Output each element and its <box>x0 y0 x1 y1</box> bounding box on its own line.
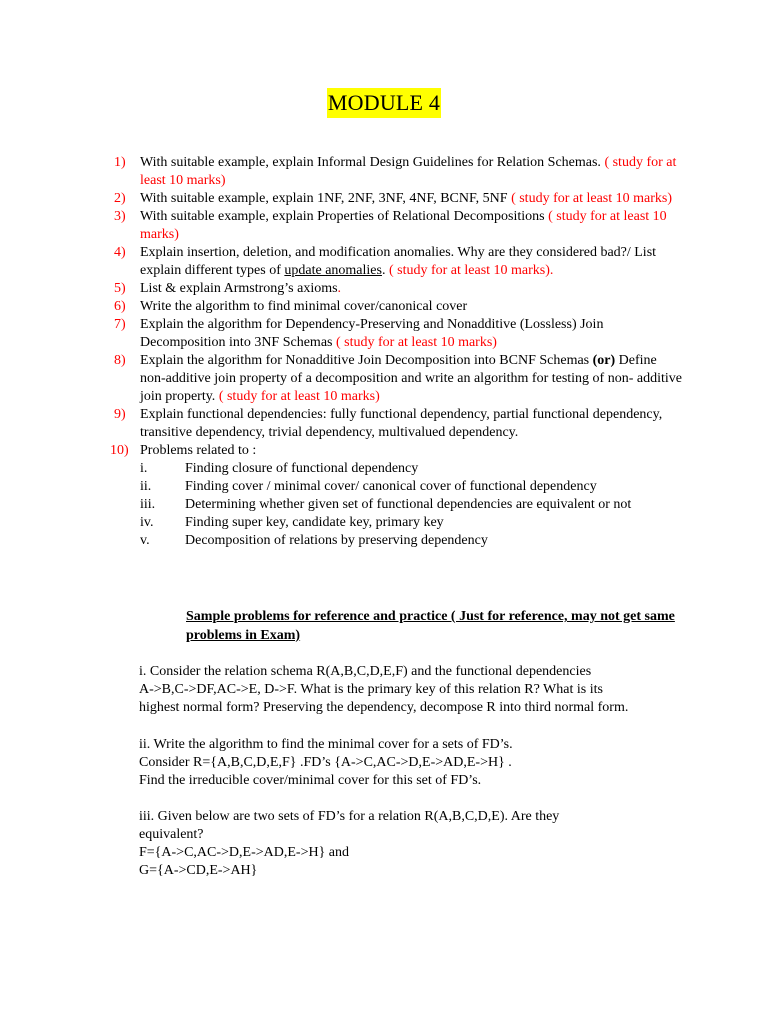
sub-item <box>140 532 685 550</box>
problem-line: Consider R={A,B,C,D,E,F} .FD’s {A->C,AC->D,E->AD,E->H} . <box>139 755 512 770</box>
question-list <box>100 154 685 550</box>
page-title: MODULE 4 <box>327 88 441 118</box>
question-text-cont: Define non-additive join property of a decomposition and write an algorithm for testing of non- additive join property. <box>140 353 682 404</box>
study-note: ( study for at least 10 marks) <box>140 155 677 188</box>
question-item <box>100 406 685 442</box>
question-number: 5) <box>114 281 126 296</box>
question-item <box>100 442 685 550</box>
sub-item-text: Finding closure of functional dependency <box>185 461 419 476</box>
question-text: Explain the algorithm for Nonadditive Join Decomposition into BCNF Schemas <box>140 353 593 368</box>
study-note: ( study for at least 10 marks) <box>140 209 667 242</box>
sub-item-number: iii. <box>140 497 156 512</box>
sub-item <box>140 496 685 514</box>
sub-item-number: ii. <box>140 479 152 494</box>
study-note: . <box>337 281 342 296</box>
study-note: ( study for at least 10 marks) <box>332 335 497 350</box>
problem-1 <box>139 663 699 717</box>
question-text: List & explain Armstrong’s axioms <box>140 281 338 296</box>
question-number: 1) <box>114 155 126 170</box>
sub-item-number: i. <box>140 461 148 476</box>
problem-3 <box>139 808 699 880</box>
problem-line: F={A->C,AC->D,E->AD,E->H} and <box>139 845 350 860</box>
question-text: With suitable example, explain Informal Design Guidelines for Relation Schemas. <box>140 155 601 170</box>
study-note: ( study for at least 10 marks). <box>385 263 554 278</box>
sub-item-text: Decomposition of relations by preserving dependency <box>185 533 488 548</box>
study-note: ( study for at least 10 marks) <box>507 191 673 206</box>
question-number: 6) <box>114 299 126 314</box>
sub-item <box>140 514 685 532</box>
question-number: 2) <box>114 191 126 206</box>
question-text: Explain the algorithm for Dependency-Preserving and Nonadditive (Lossless) Join Decomposition into 3NF Schemas <box>140 317 604 350</box>
question-text: Explain functional dependencies: fully functional dependency, partial functional dependency, transitive dependency, trivial dependency, multivalued dependency. <box>140 407 663 440</box>
question-item <box>100 280 685 298</box>
question-text: Write the algorithm to find minimal cover/canonical cover <box>140 299 468 314</box>
problem-line: A->B,C->DF,AC->E, D->F. What is the primary key of this relation R? What is its <box>139 682 603 697</box>
question-item <box>100 352 685 406</box>
question-item <box>100 154 685 190</box>
sample-problems-heading: Sample problems for reference and practice ( Just for reference, may not get same problems in Exam) <box>186 609 675 643</box>
question-text: With suitable example, explain Properties of Relational Decompositions <box>140 209 545 224</box>
problem-line: iii. Given below are two sets of FD’s for a relation R(A,B,C,D,E). Are they <box>139 809 560 824</box>
sub-item-number: iv. <box>140 515 154 530</box>
problem-2 <box>139 736 699 790</box>
question-text: Explain insertion, deletion, and modification anomalies. Why are they considered bad?/ List explain different types of <box>140 245 657 278</box>
problem-line: equivalent? <box>139 827 204 842</box>
sub-item-text: Finding cover / minimal cover/ canonical cover of functional dependency <box>185 479 597 494</box>
question-text: Problems related to : <box>140 443 257 458</box>
sub-item-text: Finding super key, candidate key, primary key <box>185 515 444 530</box>
or-keyword: (or) <box>592 353 616 368</box>
sub-item-number: v. <box>140 533 150 548</box>
question-item <box>100 190 685 208</box>
question-number: 9) <box>114 407 126 422</box>
question-text-end: . <box>381 263 386 278</box>
sub-item <box>140 478 685 496</box>
question-item <box>100 208 685 244</box>
question-number: 8) <box>114 353 126 368</box>
question-item <box>100 244 685 280</box>
question-number: 10) <box>110 443 129 458</box>
sub-item <box>140 460 685 478</box>
underlined-term: update anomalies <box>284 263 382 278</box>
question-item <box>100 298 685 316</box>
problem-line: ii. Write the algorithm to find the minimal cover for a sets of FD’s. <box>139 737 513 752</box>
problem-line: highest normal form? Preserving the dependency, decompose R into third normal form. <box>139 700 629 715</box>
problem-line: i. Consider the relation schema R(A,B,C,D,E,F) and the functional dependencies <box>139 664 592 679</box>
sub-item-text: Determining whether given set of functional dependencies are equivalent or not <box>185 497 632 512</box>
question-number: 4) <box>114 245 126 260</box>
question-number: 7) <box>114 317 126 332</box>
study-note: ( study for at least 10 marks) <box>215 389 380 404</box>
title-container <box>0 88 768 118</box>
question-number: 3) <box>114 209 126 224</box>
problem-line: G={A->CD,E->AH} <box>139 863 258 878</box>
question-item <box>100 316 685 352</box>
problem-line: Find the irreducible cover/minimal cover for this set of FD’s. <box>139 773 482 788</box>
question-text: With suitable example, explain 1NF, 2NF, 3NF, 4NF, BCNF, 5NF <box>140 191 508 206</box>
sub-item-list <box>140 460 685 550</box>
